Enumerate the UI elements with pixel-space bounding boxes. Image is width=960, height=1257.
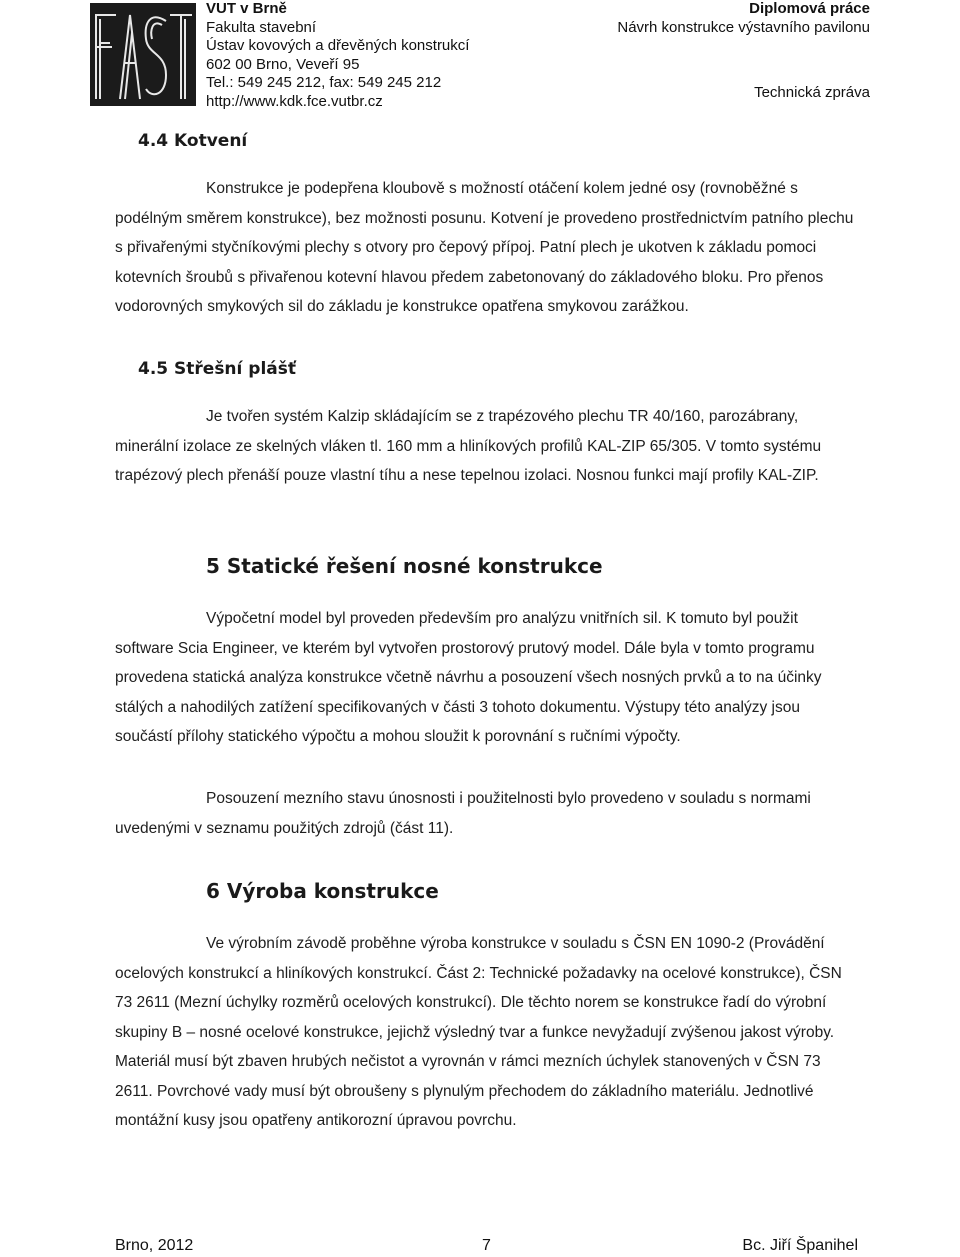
thesis-type: Diplomová práce bbox=[749, 0, 870, 17]
report-name: Technická zpráva bbox=[754, 84, 870, 101]
paragraph: Posouzení mezního stavu únosnosti i použitelnosti bylo provedeno v souladu s normami uvedenými v seznamu použitých zdrojů (část 11). bbox=[115, 790, 811, 837]
address: 602 00 Brno, Veveří 95 bbox=[206, 55, 360, 73]
section-4-4-title: 4.4 Kotvení bbox=[138, 131, 248, 151]
section-6-text bbox=[115, 929, 855, 1136]
section-5-text-2 bbox=[115, 784, 855, 843]
section-4-5-title: 4.5 Střešní plášť bbox=[138, 359, 296, 379]
section-4-5-text bbox=[115, 402, 855, 491]
header-institution bbox=[206, 0, 469, 111]
paragraph: Ve výrobním závodě proběhne výroba konstrukce v souladu s ČSN EN 1090-2 (Provádění ocelových konstrukcí a hliníkových konstrukcí. Část 2: Technické požadavky na ocelové konstrukce), ČSN 73 2611 (Mezní úchylky rozměrů ocelových konstrukcí). Dle těchto norem se konstrukce řadí do výrobní skupiny B – nosné ocelové konstrukce, jejichž výsledný tvar a funkce nevyžadují zvýšenou jakost výroby. Materiál musí být zbaven hrubých nečistot a vyrovnán v rámci mezních úchylek stanovených v ČSN 73 2611. Povrchové vady musí být obroušeny s plynulým přechodem do základního materiálu. Jednotlivé montážní kusy jsou opatřeny antikorozní úpravou povrchu. bbox=[115, 935, 842, 1129]
footer-place-year: Brno, 2012 bbox=[115, 1237, 194, 1254]
school-name: VUT v Brně bbox=[206, 0, 287, 17]
header-thesis bbox=[617, 0, 870, 103]
paragraph: Konstrukce je podepřena kloubově s možností otáčení kolem jedné osy (rovnoběžné s podélným směrem konstrukce), bez možnosti posunu. Kotvení je provedeno prostřednictvím patního plechu s přivařenými styčníkovými plechy s otvory pro čepový přípoj. Patní plech je ukotven k základu pomoci kotevních šroubů s přivařenou kotevní hlavou předem zabetonovaný do základového bloku. Pro přenos vodorovných smykových sil do základu je konstrukce opatřena smykovou zarážkou. bbox=[115, 180, 854, 315]
faculty-name: Fakulta stavební bbox=[206, 18, 317, 36]
footer-author: Bc. Jiří Španihel bbox=[742, 1237, 858, 1254]
section-4-4-text bbox=[115, 174, 855, 322]
section-5-title: 5 Statické řešení nosné konstrukce bbox=[206, 554, 603, 578]
phone: Tel.: 549 245 212, fax: 549 245 212 bbox=[206, 74, 442, 91]
web-link[interactable]: http://www.kdk.fce.vutbr.cz bbox=[206, 92, 383, 110]
paragraph: Je tvořen systém Kalzip skládajícím se z trapézového plechu TR 40/160, parozábrany, minerální izolace ze skelných vláken tl. 160 mm a hliníkových profilů KAL-ZIP 65/305. V tomto systému trapézový plech přenáší pouze vlastní tíhu a nese tepelnou izolaci. Nosnou funkci mají profily KAL-ZIP. bbox=[115, 408, 822, 484]
page-number: 7 bbox=[482, 1237, 491, 1254]
section-6-title: 6 Výroba konstrukce bbox=[206, 879, 439, 903]
section-5-text bbox=[115, 604, 855, 752]
fast-logo bbox=[90, 3, 196, 106]
paragraph: Výpočetní model byl proveden především pro analýzu vnitřních sil. K tomuto byl použit software Scia Engineer, ve kterém byl vytvořen prostorový prutový model. Dále byla v tomto programu provedena statická analýza konstrukce včetně návrhu a posouzení všech nosných prvků a to na účinky stálých a nahodilých zatížení specifikovaných v části 3 tohoto dokumentu. Výstupy této analýzy jsou součástí přílohy statického výpočtu a mohou sloužit k porovnání s ručními výpočty. bbox=[115, 610, 822, 745]
institute-name: Ústav kovových a dřevěných konstrukcí bbox=[206, 37, 470, 54]
thesis-title: Návrh konstrukce výstavního pavilonu bbox=[617, 18, 870, 36]
